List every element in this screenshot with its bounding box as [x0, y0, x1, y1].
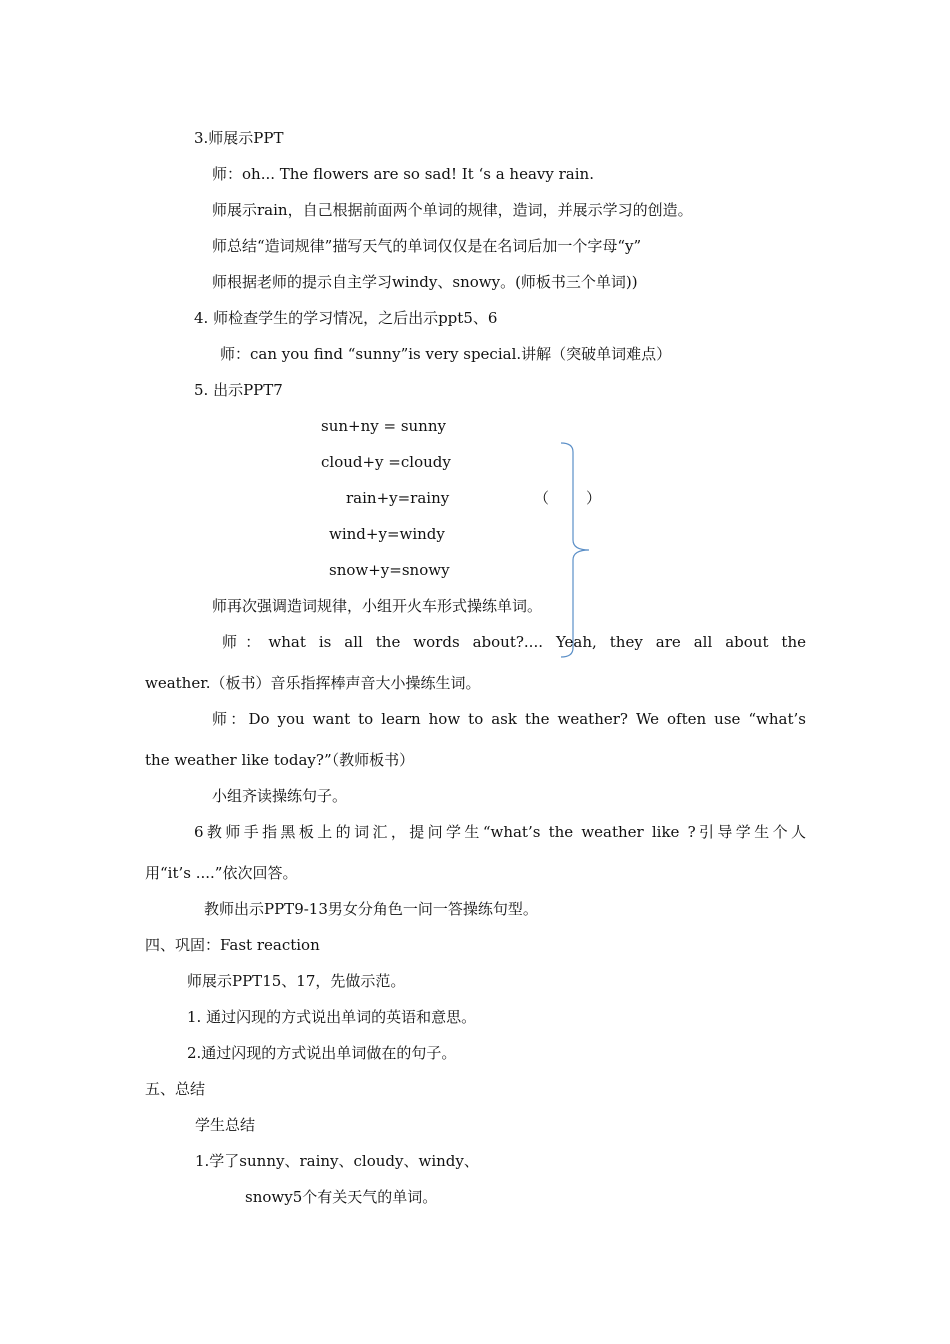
bracket-open: （	[534, 489, 550, 507]
teacher-line: 小组齐读操练句子。	[212, 787, 348, 805]
teacher-line: 师展示PPT15、17，先做示范。	[187, 972, 406, 990]
teacher-line: 教师出示PPT9-13男女分角色一问一答操练句型。	[204, 900, 538, 918]
section-heading: 四、巩固：Fast reaction	[145, 936, 320, 954]
word-formula: rain+y=rainy	[346, 489, 450, 507]
teacher-line: 师总结“造词规律”描写天气的单词仅仅是在名词后加一个字母“y”	[212, 237, 642, 255]
teacher-line: 师：can you find “sunny”is very special.讲解（突破单词难点）	[220, 345, 672, 363]
teacher-line: 师再次强调造词规律，小组开火车形式操练单词。	[212, 597, 543, 615]
step-6-heading: 6教师手指黑板上的词汇，提问学生“what’s the weather like ?引导学生个人	[194, 823, 806, 841]
word-formula: wind+y=windy	[329, 525, 445, 543]
teacher-line: 学生总结	[195, 1116, 256, 1134]
curly-brace-shape	[555, 440, 595, 662]
step-5-heading: 5. 出示PPT7	[194, 381, 283, 399]
bracket-close: ）	[586, 489, 602, 507]
list-item: 1. 通过闪现的方式说出单词的英语和意思。	[187, 1008, 477, 1026]
teacher-line: 师：Do you want to learn how to ask the weather? We often use “what’s	[212, 710, 806, 728]
step-4-heading: 4. 师检查学生的学习情况，之后出示ppt5、6	[194, 309, 498, 327]
word-formula: sun+ny = sunny	[321, 417, 446, 435]
list-item: 2.通过闪现的方式说出单词做在的句子。	[187, 1044, 457, 1062]
teacher-line: 用“it’s ....”依次回答。	[145, 864, 298, 882]
section-heading: 五、总结	[145, 1080, 206, 1098]
step-3-heading: 3.师展示PPT	[194, 129, 284, 147]
teacher-line: 师根据老师的提示自主学习windy、snowy。(师板书三个单词))	[212, 273, 638, 291]
word-formula: cloud+y =cloudy	[321, 453, 451, 471]
teacher-line: weather.（板书）音乐指挥棒声音大小操练生词。	[145, 674, 481, 692]
teacher-line: 师：oh... The flowers are so sad! It ‘s a heavy rain.	[212, 165, 594, 183]
list-item: 1.学了sunny、rainy、cloudy、windy、	[195, 1152, 479, 1170]
word-formula: snow+y=snowy	[329, 561, 450, 579]
list-item: snowy5个有关天气的单词。	[245, 1188, 438, 1206]
teacher-line: 师展示rain，自己根据前面两个单词的规律，造词，并展示学习的创造。	[212, 201, 693, 219]
teacher-line: 师：what is all the words about?.... Yeah, they are all about the	[222, 633, 806, 651]
teacher-line: the weather like today?”（教师板书）	[145, 751, 415, 769]
